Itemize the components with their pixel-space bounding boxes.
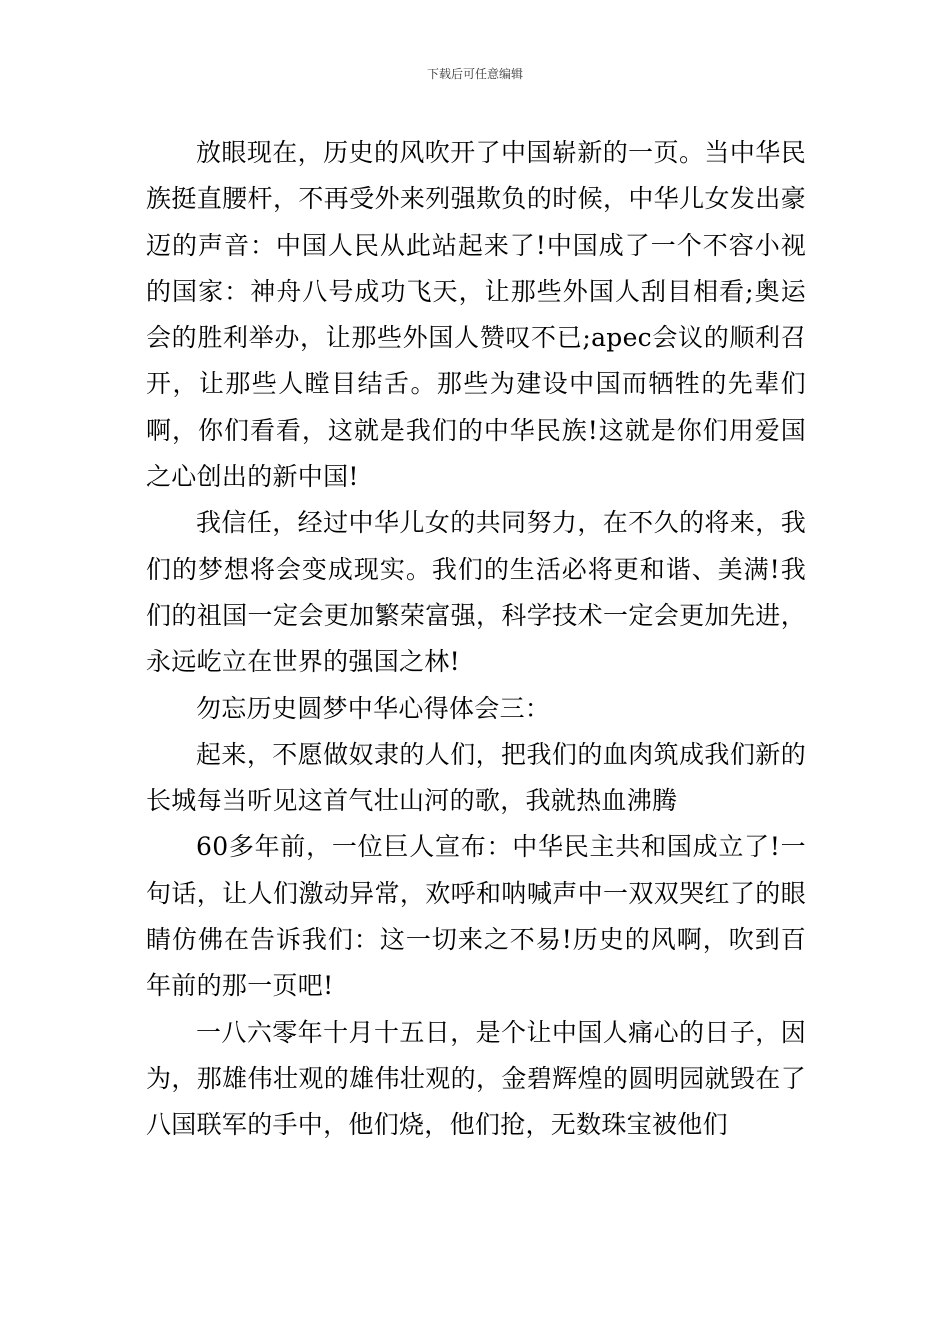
paragraph: 起来，不愿做奴隶的人们，把我们的血肉筑成我们新的长城每当听见这首气壮山河的歌，我就热血沸腾 (146, 739, 806, 816)
document-body (146, 130, 806, 1149)
paragraph: 我信任，经过中华儿女的共同努力，在不久的将来，我们的梦想将会变成现实。我们的生活必将更和谐、美满!我们的祖国一定会更加繁荣富强，科学技术一定会更加先进，永远屹立在世界的强国之林! (146, 508, 806, 677)
paragraph: 60多年前，一位巨人宣布：中华民主共和国成立了!一句话，让人们激动异常，欢呼和呐喊声中一双双哭红了的眼睛仿佛在告诉我们：这一切来之不易!历史的风啊，吹到百年前的那一页吧! (146, 832, 806, 1001)
section-heading: 勿忘历史圆梦中华心得体会三： (196, 693, 551, 723)
paragraph: 一八六零年十月十五日，是个让中国人痛心的日子，因为，那雄伟壮观的雄伟壮观的，金碧辉煌的圆明园就毁在了八国联军的手中，他们烧，他们抢，无数珠宝被他们 (146, 1017, 806, 1140)
paragraph: 放眼现在，历史的风吹开了中国崭新的一页。当中华民族挺直腰杆，不再受外来列强欺负的时候，中华儿女发出豪迈的声音：中国人民从此站起来了!中国成了一个不容小视的国家：神舟八号成功飞天，让那些外国人刮目相看;奥运会的胜利举办，让那些外国人赞叹不已;apec会议的顺利召开，让那些人瞠目结舌。那些为建设中国而牺牲的先辈们啊，你们看看，这就是我们的中华民族!这就是你们用爱国之心创出的新中国! (146, 138, 806, 492)
page-header: 下载后可任意编辑 (426, 67, 523, 81)
